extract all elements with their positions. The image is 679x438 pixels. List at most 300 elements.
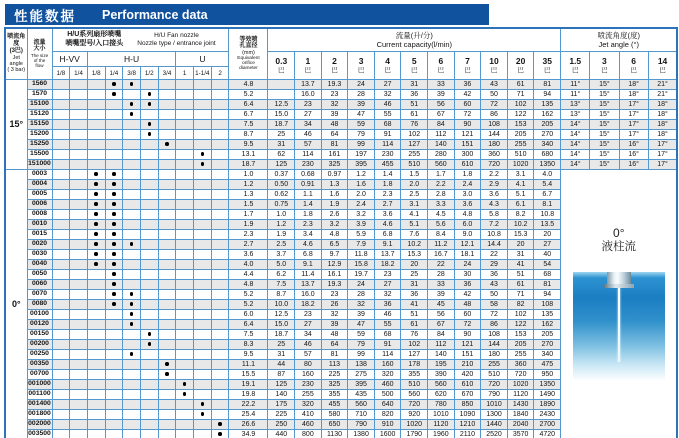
capacity-cell: 410: [295, 410, 322, 420]
nozzle-dot-cell: [140, 240, 158, 250]
capacity-cell: 29: [481, 260, 508, 270]
capacity-cell: 1.1: [295, 190, 322, 200]
pressure-header: [481, 52, 508, 80]
capacity-cell: 87: [268, 370, 295, 380]
nozzle-dot-cell: [194, 420, 212, 430]
capacity-cell: 10.8: [481, 230, 508, 240]
capacity-cell: 13.7: [295, 280, 322, 290]
nozzle-dot-cell: [105, 350, 123, 360]
capacity-cell: 620: [428, 390, 455, 400]
orifice-cell: 6.7: [229, 110, 268, 120]
table-row: [5, 140, 677, 150]
selection-dot: [201, 402, 205, 406]
orifice-cell: 2.3: [229, 230, 268, 240]
nozzle-dot-cell: [176, 130, 194, 140]
nozzle-dot-cell: [70, 90, 88, 100]
capacity-cell: 48: [321, 330, 348, 340]
orifice-cell: 1.0: [229, 170, 268, 180]
header-flow-size-en2: of the: [33, 58, 46, 64]
nozzle-dot-cell: [140, 210, 158, 220]
capacity-cell: 6.8: [295, 250, 322, 260]
capacity-cell: 455: [321, 400, 348, 410]
nozzle-dot-cell: [158, 130, 176, 140]
capacity-cell: 79: [348, 130, 375, 140]
capacity-cell: 41: [507, 260, 534, 270]
capacity-cell: 8.7: [268, 290, 295, 300]
nozzle-dot-cell: [70, 280, 88, 290]
header-jet-angle-ref: [5, 28, 27, 80]
capacity-cell: 3.2: [348, 210, 375, 220]
nozzle-dot-cell: [158, 260, 176, 270]
nozzle-dot-cell: [176, 180, 194, 190]
capacity-cell: 31: [268, 350, 295, 360]
nozzle-dot-cell: [52, 320, 70, 330]
selection-dot: [130, 312, 134, 316]
nozzle-dot-cell: [211, 330, 229, 340]
nozzle-dot-cell: [87, 390, 105, 400]
nozzle-dot-cell: [87, 180, 105, 190]
capacity-cell: 9.7: [321, 250, 348, 260]
capacity-cell: 5.8: [481, 210, 508, 220]
nozzle-dot-cell: [176, 200, 194, 210]
capacity-cell: 102: [507, 310, 534, 320]
pressure-header: [268, 52, 295, 80]
capacity-cell: 2520: [481, 430, 508, 438]
selection-dot: [130, 112, 134, 116]
nozzle-dot-cell: [123, 290, 141, 300]
jet-angle-cell: 15°: [590, 160, 619, 170]
nozzle-dot-cell: [194, 210, 212, 220]
nozzle-dot-cell: [194, 400, 212, 410]
flow-code-cell: 00120: [27, 320, 52, 330]
capacity-cell: 1.6: [321, 190, 348, 200]
selection-dot: [130, 302, 134, 306]
nozzle-dot-cell: [140, 260, 158, 270]
nozzle-dot-cell: [123, 250, 141, 260]
header-nozzle-en1: H/U Fan nozzle: [154, 31, 199, 39]
capacity-cell: 0.75: [268, 200, 295, 210]
capacity-cell: 99: [348, 140, 375, 150]
bar-unit-label: 巴: [571, 66, 579, 74]
capacity-cell: 138: [348, 360, 375, 370]
pressure-header: [295, 52, 322, 80]
header-jet-angle-ref-zh2: (3巴): [9, 47, 23, 54]
nozzle-dot-cell: [87, 130, 105, 140]
capacity-cell: 1090: [454, 410, 481, 420]
pressure-header-value: 0.3: [275, 56, 288, 67]
nozzle-dot-cell: [176, 160, 194, 170]
capacity-cell: 46: [374, 100, 401, 110]
capacity-cell: 36: [374, 300, 401, 310]
nozzle-dot-cell: [105, 110, 123, 120]
nozzle-dot-cell: [87, 120, 105, 130]
nozzle-dot-cell: [158, 200, 176, 210]
nozzle-dot-cell: [123, 280, 141, 290]
jet-angle-cell: 17°: [619, 100, 648, 110]
nozzle-dot-cell: [140, 290, 158, 300]
jet-angle-cell: 13°: [561, 100, 590, 110]
capacity-cell: 1120: [428, 420, 455, 430]
nozzle-dot-cell: [123, 380, 141, 390]
selection-dot: [94, 182, 98, 186]
capacity-cell: 4.6: [295, 240, 322, 250]
capacity-cell: 13.7: [374, 250, 401, 260]
bar-unit-label: 巴: [464, 66, 471, 74]
capacity-cell: 84: [428, 120, 455, 130]
selection-dot: [148, 342, 152, 346]
capacity-cell: 127: [401, 140, 428, 150]
capacity-cell: 2.0: [401, 180, 428, 190]
capacity-cell: 50: [481, 290, 508, 300]
nozzle-dot-cell: [211, 250, 229, 260]
capacity-cell: 180: [481, 350, 508, 360]
nozzle-dot-cell: [194, 390, 212, 400]
nozzle-dot-cell: [211, 170, 229, 180]
selection-dot: [218, 432, 222, 436]
orifice-cell: 7.5: [229, 330, 268, 340]
connection-size-header: 1/8: [52, 67, 70, 80]
capacity-cell: 4.3: [481, 200, 508, 210]
capacity-cell: 12.1: [454, 240, 481, 250]
nozzle-dot-cell: [70, 250, 88, 260]
jet-angle-cell: 15°: [590, 130, 619, 140]
capacity-cell: 6.2: [268, 270, 295, 280]
capacity-cell: 125: [268, 380, 295, 390]
jet-angle-cell: 14°: [561, 150, 590, 160]
pressure-header-value: 10: [489, 56, 499, 67]
connection-size-header: 1/2: [140, 67, 158, 80]
jet-type-label: 液柱流: [601, 241, 637, 254]
capacity-cell: [268, 90, 295, 100]
nozzle-dot-cell: [52, 280, 70, 290]
capacity-cell: 460: [295, 420, 322, 430]
capacity-cell: 5.1: [507, 190, 534, 200]
capacity-cell: 36: [481, 270, 508, 280]
nozzle-dot-cell: [176, 430, 194, 438]
nozzle-dot-cell: [158, 250, 176, 260]
table-row: [5, 90, 677, 100]
nozzle-dot-cell: [194, 330, 212, 340]
nozzle-dot-cell: [105, 150, 123, 160]
nozzle-dot-cell: [140, 410, 158, 420]
selection-dot: [130, 102, 134, 106]
nozzle-dot-cell: [87, 270, 105, 280]
capacity-cell: 255: [507, 350, 534, 360]
capacity-cell: 720: [401, 400, 428, 410]
selection-dot: [148, 92, 152, 96]
nozzle-dot-cell: [52, 300, 70, 310]
capacity-cell: 1600: [374, 430, 401, 438]
capacity-cell: 1840: [507, 410, 534, 420]
nozzle-dot-cell: [194, 140, 212, 150]
nozzle-dot-cell: [123, 140, 141, 150]
capacity-cell: 10.8: [534, 210, 561, 220]
orifice-cell: 1.5: [229, 200, 268, 210]
nozzle-dot-cell: [123, 330, 141, 340]
orifice-cell: 22.2: [229, 400, 268, 410]
capacity-cell: 76: [401, 120, 428, 130]
nozzle-dot-cell: [70, 290, 88, 300]
nozzle-dot-cell: [52, 160, 70, 170]
nozzle-dot-cell: [176, 400, 194, 410]
capacity-cell: 67: [428, 110, 455, 120]
capacity-cell: 7.2: [481, 220, 508, 230]
nozzle-dot-cell: [140, 160, 158, 170]
nozzle-dot-cell: [158, 80, 176, 90]
capacity-cell: 610: [454, 160, 481, 170]
capacity-cell: 1.7: [428, 170, 455, 180]
nozzle-dot-cell: [194, 220, 212, 230]
header-flow-size-en3: flow: [35, 63, 44, 69]
capacity-cell: 151: [454, 140, 481, 150]
flow-code-cell: 00700: [27, 370, 52, 380]
capacity-cell: 225: [268, 410, 295, 420]
capacity-cell: 340: [534, 140, 561, 150]
capacity-cell: 39: [321, 110, 348, 120]
capacity-cell: 205: [534, 330, 561, 340]
capacity-cell: 10.2: [401, 240, 428, 250]
selection-dot: [94, 222, 98, 226]
nozzle-dot-cell: [123, 110, 141, 120]
capacity-cell: 19.7: [348, 270, 375, 280]
capacity-cell: 23: [321, 90, 348, 100]
capacity-cell: 325: [321, 160, 348, 170]
nozzle-dot-cell: [176, 310, 194, 320]
flow-code-cell: 0008: [27, 210, 52, 220]
capacity-cell: 910: [374, 420, 401, 430]
nozzle-dot-cell: [105, 380, 123, 390]
capacity-cell: 90: [454, 120, 481, 130]
selection-dot: [112, 82, 116, 86]
nozzle-dot-cell: [176, 270, 194, 280]
capacity-cell: 47: [348, 110, 375, 120]
orifice-cell: 4.8: [229, 80, 268, 90]
nozzle-dot-cell: [158, 270, 176, 280]
selection-dot: [112, 302, 116, 306]
nozzle-dot-cell: [158, 310, 176, 320]
flow-code-cell: 0020: [27, 240, 52, 250]
capacity-cell: 94: [534, 90, 561, 100]
nozzle-dot-cell: [211, 380, 229, 390]
jet-angle-cell: 14°: [561, 120, 590, 130]
table-row: [5, 160, 677, 170]
capacity-cell: 27: [295, 320, 322, 330]
capacity-cell: 670: [454, 390, 481, 400]
nozzle-dot-cell: [105, 200, 123, 210]
nozzle-dot-cell: [140, 120, 158, 130]
nozzle-dot-cell: [87, 330, 105, 340]
nozzle-dot-cell: [176, 120, 194, 130]
nozzle-dot-cell: [158, 110, 176, 120]
angle-pressure-header-value: 6: [631, 56, 636, 67]
nozzle-dot-cell: [70, 190, 88, 200]
nozzle-dot-cell: [70, 410, 88, 420]
nozzle-dot-cell: [158, 400, 176, 410]
selection-dot: [148, 132, 152, 136]
capacity-cell: 43: [481, 280, 508, 290]
nozzle-dot-cell: [123, 200, 141, 210]
capacity-cell: 39: [348, 310, 375, 320]
nozzle-dot-cell: [158, 390, 176, 400]
capacity-cell: 14.4: [481, 240, 508, 250]
capacity-cell: 48: [321, 120, 348, 130]
capacity-cell: 102: [401, 340, 428, 350]
nozzle-dot-cell: [70, 340, 88, 350]
nozzle-dot-cell: [52, 260, 70, 270]
nozzle-dot-cell: [140, 200, 158, 210]
nozzle-dot-cell: [87, 100, 105, 110]
capacity-cell: 46: [295, 130, 322, 140]
capacity-cell: 3.6: [481, 190, 508, 200]
capacity-cell: 680: [534, 150, 561, 160]
nozzle-dot-cell: [52, 390, 70, 400]
nozzle-dot-cell: [105, 140, 123, 150]
nozzle-dot-cell: [105, 220, 123, 230]
capacity-cell: 1010: [481, 400, 508, 410]
jet-angle-cell: 18°: [619, 80, 648, 90]
nozzle-dot-cell: [87, 190, 105, 200]
pressure-header-value: 6: [438, 56, 444, 67]
capacity-cell: 32: [321, 100, 348, 110]
capacity-cell: 112: [428, 340, 455, 350]
capacity-cell: 72: [481, 100, 508, 110]
capacity-cell: 3.6: [374, 210, 401, 220]
capacity-cell: 1210: [454, 420, 481, 430]
capacity-cell: 250: [268, 420, 295, 430]
capacity-cell: 1380: [348, 430, 375, 438]
capacity-cell: 5.1: [401, 220, 428, 230]
capacity-cell: 18.2: [374, 260, 401, 270]
capacity-cell: 355: [401, 370, 428, 380]
nozzle-dot-cell: [158, 330, 176, 340]
capacity-cell: 12.5: [268, 100, 295, 110]
nozzle-dot-cell: [87, 350, 105, 360]
nozzle-dot-cell: [52, 420, 70, 430]
nozzle-dot-cell: [211, 90, 229, 100]
nozzle-dot-cell: [176, 100, 194, 110]
nozzle-dot-cell: [105, 130, 123, 140]
capacity-cell: 710: [348, 410, 375, 420]
nozzle-dot-cell: [87, 210, 105, 220]
nozzle-dot-cell: [140, 110, 158, 120]
nozzle-dot-cell: [158, 230, 176, 240]
capacity-cell: 23: [374, 270, 401, 280]
selection-dot: [201, 162, 205, 166]
capacity-cell: 175: [268, 400, 295, 410]
capacity-cell: 360: [481, 150, 508, 160]
capacity-cell: 140: [268, 390, 295, 400]
nozzle-dot-cell: [158, 290, 176, 300]
nozzle-dot-cell: [211, 210, 229, 220]
capacity-cell: 40: [534, 250, 561, 260]
nozzle-dot-cell: [123, 260, 141, 270]
jet-angle-cell: 15°: [590, 100, 619, 110]
capacity-cell: 8.2: [507, 210, 534, 220]
nozzle-dot-cell: [194, 240, 212, 250]
jet-angle-cell: 17°: [648, 140, 677, 150]
header-orifice-mm: (mm): [242, 50, 255, 57]
nozzle-dot-cell: [123, 360, 141, 370]
capacity-cell: 560: [401, 390, 428, 400]
selection-dot: [112, 202, 116, 206]
flow-code-cell: 00150: [27, 330, 52, 340]
bar-unit-label: 巴: [437, 66, 445, 74]
nozzle-dot-cell: [123, 230, 141, 240]
capacity-cell: 18.2: [295, 300, 322, 310]
capacity-cell: 112: [428, 130, 455, 140]
nozzle-dot-cell: [123, 410, 141, 420]
pressure-header-value: 5: [411, 56, 417, 67]
nozzle-dot-cell: [105, 80, 123, 90]
capacity-cell: 56: [428, 100, 455, 110]
nozzle-dot-cell: [140, 310, 158, 320]
header-flow-size: [27, 28, 52, 80]
flow-code-cell: 0050: [27, 270, 52, 280]
capacity-cell: 275: [348, 370, 375, 380]
jet-angle-cell: 18°: [648, 100, 677, 110]
capacity-cell: 395: [348, 380, 375, 390]
capacity-cell: 320: [295, 400, 322, 410]
capacity-cell: 64: [321, 340, 348, 350]
flow-code-cell: 0060: [27, 280, 52, 290]
capacity-cell: 68: [374, 330, 401, 340]
jet-angle-cell: 21°: [648, 90, 677, 100]
header-flow-size-en: The size: [30, 53, 49, 59]
nozzle-dot-cell: [140, 100, 158, 110]
capacity-cell: 41: [401, 300, 428, 310]
nozzle-dot-cell: [176, 420, 194, 430]
capacity-cell: 61: [507, 80, 534, 90]
capacity-cell: 2.5: [268, 240, 295, 250]
nozzle-dot-cell: [123, 350, 141, 360]
selection-dot: [148, 122, 152, 126]
capacity-cell: 210: [454, 360, 481, 370]
selection-dot: [130, 352, 134, 356]
pressure-header: [454, 52, 481, 80]
nozzle-dot-cell: [211, 220, 229, 230]
capacity-cell: 1.2: [348, 170, 375, 180]
nozzle-dot-cell: [87, 420, 105, 430]
orifice-cell: 5.2: [229, 290, 268, 300]
capacity-cell: 7.5: [268, 280, 295, 290]
capacity-cell: 780: [428, 400, 455, 410]
nozzle-dot-cell: [105, 270, 123, 280]
capacity-cell: 23: [321, 290, 348, 300]
capacity-cell: 36: [454, 80, 481, 90]
nozzle-dot-cell: [176, 370, 194, 380]
capacity-cell: 2.7: [374, 200, 401, 210]
jet-angle-cell: 11°: [561, 90, 590, 100]
nozzle-dot-cell: [194, 190, 212, 200]
capacity-cell: 26: [321, 300, 348, 310]
orifice-cell: 1.3: [229, 190, 268, 200]
capacity-cell: 151: [454, 350, 481, 360]
selection-dot: [112, 272, 116, 276]
nozzle-dot-cell: [52, 240, 70, 250]
capacity-cell: 360: [507, 360, 534, 370]
flow-code-cell: 15250: [27, 140, 52, 150]
nozzle-dot-cell: [176, 250, 194, 260]
connection-size-header: 1: [176, 67, 194, 80]
straight-jet-nozzle-image: [573, 272, 665, 388]
capacity-cell: 12.9: [321, 260, 348, 270]
capacity-cell: 460: [374, 380, 401, 390]
group-angle-label: 15°: [5, 80, 27, 170]
header-jet-angle-zh: 喷流角度(度): [597, 31, 641, 40]
capacity-cell: 162: [534, 110, 561, 120]
selection-dot: [165, 142, 169, 146]
capacity-cell: 6.1: [507, 200, 534, 210]
